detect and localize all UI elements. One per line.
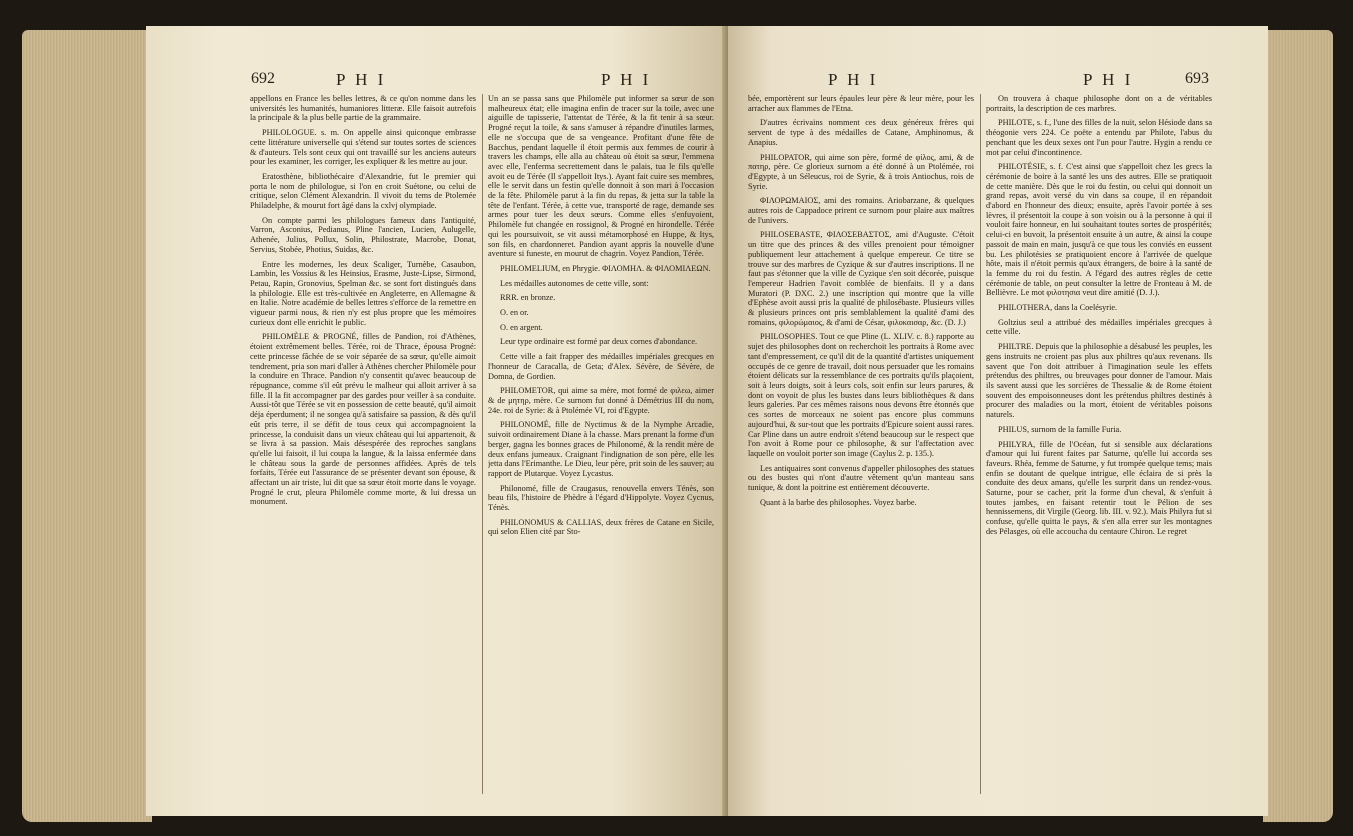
paragraph: PHILOMELIUM, en Phrygie. ΦΙΛΟΜΗΛ. & ΦΙΛΟΜΙΛΕΩΝ. [500,263,711,273]
text-column-2 [488,94,714,794]
paragraph: Les médailles autonomes de cette ville, sont: [500,278,649,288]
paragraph: D'autres écrivains nomment ces deux généreux frères qui servent de type à des médailles de Catane, Amphinomus, & Anapius. [748,118,974,147]
paragraph: PHILOTHERA, dans la Coelésyrie. [998,303,1118,313]
paragraph: PHILOMÈLE & PROGNÉ, filles de Pandion, roi d'Athènes, étoient extrêmement belles. Térée, roi de Thrace, épousa Progné: cette princesse fâchée de se voir séparée de sa sœur, qu'elle aimoit tendrement, pria son mari d'aller à Athènes chercher Philomèle pour la conduire en Thrace. Pandion n'y consentit qu'avec beaucoup de répugnance, comme s'il eût prévu le malheur qui alloit arriver à sa fille. Il la fit accompagner par des gardes pour veiller à sa conduite. Aussi-tôt que Térée se vit en possession de cette beauté, qu'il aimoit déja éperdument; il ne songea qu'à satisfaire sa passion, & dès qu'il eût pris terre, il se défit de tous ceux qui accompagnoient la princesse, la conduisit dans un vieux château qui lui appartenoit, & se livra à sa passion. Mais désespérée des reproches sanglans qu'elle lui faisoit, il lui coupa la langue, & la laissa enfermée dans le château sous la garde de personnes affidées. Après de tels forfaits, Térée eut l'assurance de se présenter devant son épouse, & affectant un air triste, lui dit que sa sœur étoit morte dans le voyage. Progné le crut, pleura Philomèle comme morte, & lui dressa un monument. [250,332,476,507]
paragraph: PHILOLOGUE. s. m. On appelle ainsi quiconque embrasse cette littérature universelle qui s'étend sur toutes sortes de sciences & d'auteurs. Tels sont ceux qui ont travaillé sur les anciens auteurs pour les examiner, les corriger, les expliquer & les mettre au jour. [250,128,476,167]
running-head: P H I [828,70,879,89]
paragraph: O. en or. [500,308,529,318]
right-page [728,26,1268,816]
paragraph: PHILOSOPHES. Tout ce que Pline (L. XLIV. c. 8.) rapporte au sujet des philosophes dont on recherchoit les portraits à Rome avec tant d'empressement, ce qu'il dit de la quantité d'artistes uniquement occupés de ce genre de travail, doit nous persuader que les romains étoient délicats sur la ressemblance de ces portraits qu'ils plaçoient, soit à leurs doigts, soit à leurs cols, soit enfin sur leurs parures, & dont on voyoit de plus les bustes dans leurs bibliothèques & dans leurs galeries. Par ces mêmes raisons nous devons être étonnés que ces sortes de morceaux ne soient pas encore plus communs aujourd'hui, & sur-tout que les portraits d'Epicure soient aussi rares. Car Pline dans un autre endroit s'étend beaucoup sur le respect que l'on avoit à Rome pour ce philosophe, & sur l'affectation avec laquelle on vouloit porter son image (Caylus 2. p. 135.). [748,332,974,458]
page-edges-left [22,30,152,822]
book-spread [22,22,1333,822]
running-head: P H I [1083,70,1134,89]
paragraph: PHILTRE. Depuis que la philosophie a désabusé les peuples, les gens instruits ne croient pas plus aux philtres qu'aux revenans. Ils savent que l'on doit attribuer à l'imagination seule les effets prétendus des philtres, ou breuvages pour donner de l'amour. Mais ils savent aussi que les sorcières de Thessalie & de Rome étoient souvent des empoisonneuses dont les prétendus philtres destinés à procurer des maladies ou la mort, étoient de véritables poisons naturels. [986,342,1212,420]
paragraph: Philonomé, fille de Craugasus, renouvella envers Ténès, son beau fils, l'histoire de Phèdre à l'égard d'Hippolyte. Voyez Cycnus, Ténès. [488,483,714,513]
paragraph: Cette ville a fait frapper des médailles impériales grecques en l'honneur de Caracalla, de Geta; d'Alex. Sévère, de Sévère, de Domna, de Gordien. [488,352,714,381]
paragraph: Eratosthène, bibliothécaire d'Alexandrie, fut le premier qui porta le nom de philologue, si l'on en croit Suétone, ou celui de critique, selon Clément Alexandrin. Il vivoit du tems de Ptolemée Philadelphe, & mourut fort âgé dans la cxlvj olympiade. [250,171,476,211]
paragraph: Goltzius seul a attribué des médailles impériales grecques à cette ville. [986,317,1212,337]
column-divider [482,94,483,794]
paragraph: On trouvera à chaque philosophe dont on a de véritables portraits, la description de ces marbres. [986,94,1212,113]
page-number-right: 693 [1185,70,1209,87]
right-page-header [728,70,1268,92]
paragraph: RRR. en bronze. [500,293,556,303]
running-head: P H I [601,70,652,89]
paragraph: Leur type ordinaire est formé par deux cornes d'abondance. [500,337,698,347]
paragraph: PHILOTE, s. f., l'une des filles de la nuit, selon Hésiode dans sa théogonie vers 224. Ce poëte a entendu par Philote, l'abus du penchant que les deux sexes ont l'un pour l'autre. Hygin a rendu ce mot par celui d'incontinence. [986,118,1212,157]
paragraph: PHILOMETOR, qui aime sa mère, mot formé de φιλεω, aimer & de μητηρ, mère. Ce surnom fut donné à Démétrius III du nom, 24e. roi de Syrie: & à Ptolémée VI, roi d'Egypte. [488,386,714,415]
paragraph: Les antiquaires sont convenus d'appeller philosophes des statues ou des bustes qui n'ont d'autre vêtement qu'un manteau sans tunique, & dont la poitrine est entièrement découverte. [748,463,974,493]
paragraph: Quant à la barbe des philosophes. Voyez barbe. [760,497,917,507]
paragraph: PHILOPATOR, qui aime son père, formé de φίλος, ami, & de πατηρ, père. Ce glorieux surnom a été donné à un Ptolémée, roi d'Egypte, à un Séleucus, roi de Syrie, & à trois Antiochus, rois de Syrie. [748,152,974,191]
paragraph: PHILOTÉSIE, s. f. C'est ainsi que s'appelloit chez les grecs la cérémonie de boire à la santé les uns des autres. Elle se pratiquoit de cette manière. Dès que le roi du festin, ou celui qui donnoit un grand repas, avoit versé du vin dans sa coupe, il en répandoit d'abord en l'honneur des dieux; ensuite, après l'avoir portée à ses lèvres, il présentoit la coupe à son voisin ou à la personne à qui il vouloit faire honneur, en lui souhaitant toutes sortes de prospérités; celui-ci en buvoit, la présentoit ensuite à un autre, & ainsi la coupe passoit de main en main, jusqu'à ce que tous les conviés en eussent bu. Les philotésies se pratiquoient encore à l'arrivée de quelque hôte, mais il n'étoit permis qu'aux étrangers, de boire à la santé de la femme du roi du festin. A l'égard des autres règles de cette cérémonie de table, on peut consulter la lettre de Fronteau à M. de Bellièvre. Le mot φιλοτησια veut dire amitié (D. J.). [986,162,1212,298]
text-column-4 [986,94,1212,794]
paragraph: Entre les modernes, les deux Scaliger, Turnèbe, Casaubon, Lambin, les Vossius & les Heinsius, Erasme, Juste-Lipse, Sirmond, Petau, Rapin, Gronovius, Spelman &c. se sont fort distingués dans la philologie. Elle est très-cultivée en Angleterre, en Allemagne & en Italie. Notre académie de belles lettres s'efforce de la remettre en vigueur parmi nous, & rien n'y est plus propre que les mémoires curieux dont elle enrichit le public. [250,259,476,327]
column-divider [980,94,981,794]
paragraph: PHILYRA, fille de l'Océan, fut si sensible aux déclarations d'amour qui lui furent faites par Saturne, qu'elle lui accorda ses faveurs. Rhéa, femme de Saturne, y fut trompée quelque tems; mais enfin se doutant de quelque intrigue, elle éclaira de si près la conduite des deux amans, qu'elle les surprit dans un rendez-vous. Saturne, pour se cacher, prit la forme d'un cheval, & s'enfuit à toutes jambes, en faisant retentir tout le Pélion de ses hennissemens, dit Virgile (Georg. lib. III. v. 92.). Mais Philyra fut si confuse, qu'elle quitta le pays, & s'en alla errer sur les montagnes des Pélasges, où elle accoucha du centaure Chiron. Le regret [986,439,1212,536]
paragraph: Un an se passa sans que Philomèle put informer sa sœur de son malheureux état; elle imagina enfin de tracer sur la toile, avec une aiguille de tapisserie, l'attentat de Térée, & la fit tenir à sa sœur. Progné reçut la toile, & sans s'amuser à répandre d'inutiles larmes, elle ne s'occupa que de sa vengeance. Profitant d'une fête de Bacchus, pendant laquelle il étoit permis aux femmes de courir à travers les champs, elle alla au château où étoit sa sœur, l'emmena avec elle, l'enferma secrettement dans le palais, tua le fils qu'elle avoit eu de Térée (Il s'appelloit Itys.). Ayant fait cuire ses membres, elle le servit dans un festin qu'elle donnoit à son mari à l'occasion de la fête. Philomèle parut à la fin du repas, & jetta sur la table la tête de l'enfant. Térée, à cette vue, transporté de rage, demande ses armes pour tuer les deux sœurs. Comme elles s'enfuyoient, Philomèle fut changée en rossignol, & Progné en hirondelle. Térée qui les poursuivoit, se vit aussi métamorphosé en Huppe, & Itys, son fils, en chardonneret. Pandion ayant appris la nouvelle d'une aventure si funeste, en mourut de chagrin. Voyez Pandion, Térée. [488,94,714,259]
page-edges-right [1263,30,1333,822]
paragraph: O. en argent. [500,322,543,332]
paragraph: PHILOSEBASTE, ΦΙΛΟΣΕΒΑΣΤΟΣ, ami d'Auguste. C'étoit un titre que des princes & des villes prenoient pour témoigner publiquement leur attachement à quelque empereur. Ce titre se trouve sur des marbres de Cyzique & sur d'autres inscriptions. Il ne faut pas s'étonner que la ville de Cyzique s'en soit décorée, puisque l'empereur Hadrien l'avoit comblée de bienfaits. Il y a dans Muratori (P. DXC. 2.) une inscription qui montre que la ville d'Ephèse avoit aussi pris la qualité de philosébaste. Plusieurs villes & plusieurs princes ont pris semblablement la qualité d'ami des romains, φιλορώμαιος, & d'ami de César, φιλοκαισαρ, &c. (D. J.) [748,230,974,327]
left-page-header [146,70,728,92]
paragraph: PHILONOMUS & CALLIAS, deux frères de Catane en Sicile, qui selon Elien cité par Sto- [488,517,714,537]
page-number-left: 692 [251,70,275,87]
paragraph: PHILONOMÉ, fille de Nyctimus & de la Nymphe Arcadie, suivoit ordinairement Diane à la chasse. Mars prenant la forme d'un berger, gagna les bonnes graces de Philonomé, & la rendit mère de deux enfans jumeaux. Craignant l'indignation de son père, elle les jetta dans l'Erimanthe. Le Dieu, leur père, prit soin de les sauver; au rapport de Plutarque. Voyez Lycastus. [488,420,714,478]
running-head: P H I [336,70,387,89]
paragraph: On compte parmi les philologues fameux dans l'antiquité, Varron, Asconius, Pedianus, Pline l'ancien, Lucien, Aulugelle, Athenée, Julius, Pollux, Solin, Philostrate, Macrobe, Donat, Servius, Stobée, Photius, Suidas, &c. [250,215,476,254]
text-column-3 [748,94,974,794]
paragraph: ΦΙΛΟΡΩΜΑΙΟΣ, ami des romains. Ariobarzane, & quelques autres rois de Cappadoce prirent ce surnom pour plaire aux maîtres de l'univers. [748,196,974,225]
text-column-1 [250,94,476,794]
paragraph: PHILUS, surnom de la famille Furia. [998,424,1122,434]
paragraph: bée, emportèrent sur leurs épaules leur père & leur mère, pour les arracher aux flammes de l'Etna. [748,94,974,113]
left-page [146,26,728,816]
paragraph: appellons en France les belles lettres, & ce qu'on nomme dans les universités les humanités, humaniores litteræ. Elle faisoit autrefois la principale & la plus belle partie de la grammaire. [250,94,476,123]
